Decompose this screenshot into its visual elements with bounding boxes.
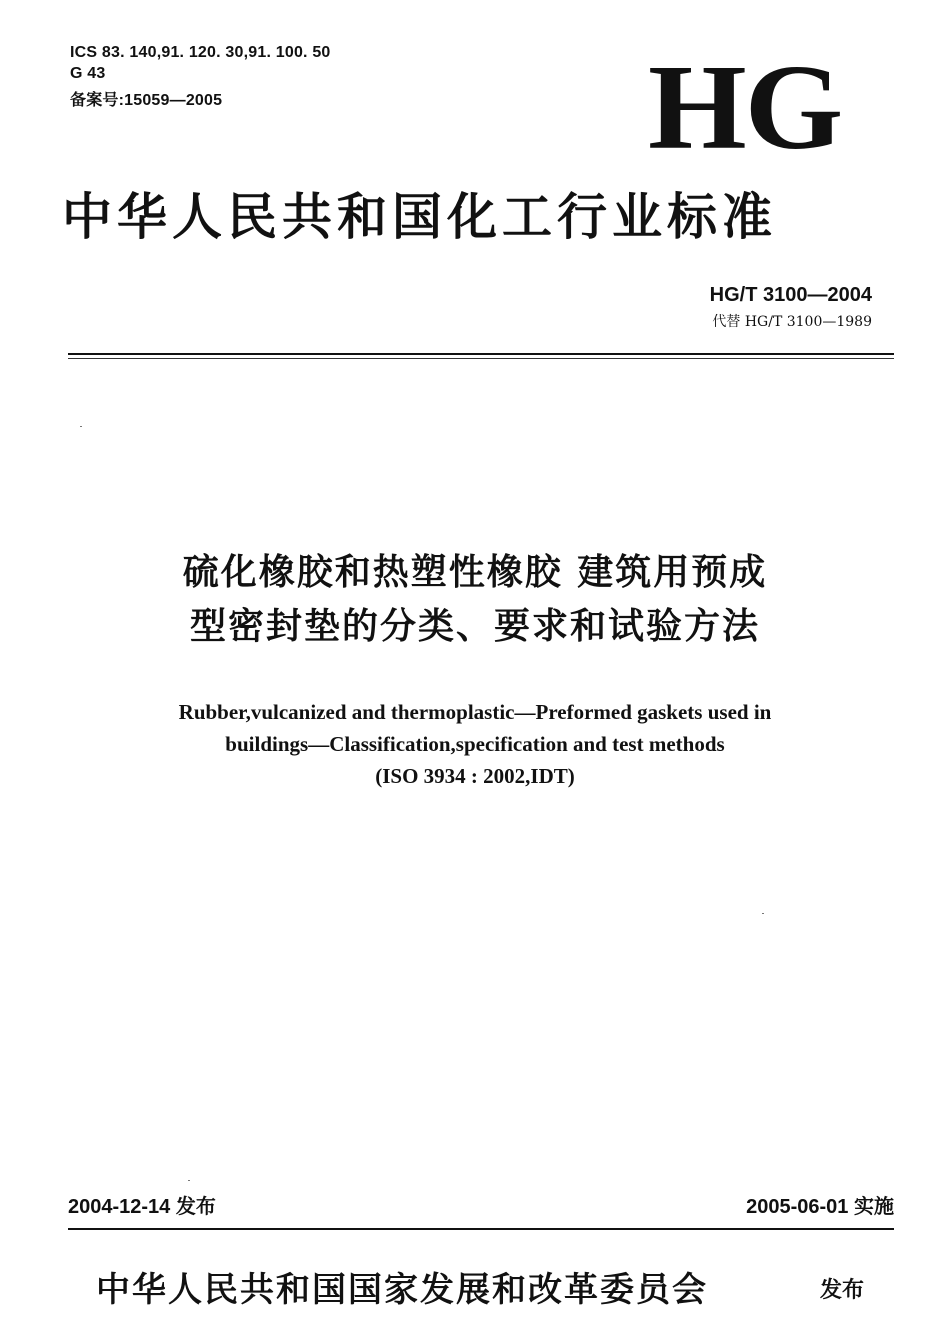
issue-date: 2004-12-14 发布 xyxy=(68,1196,216,1218)
implementation-date: 2005-06-01 实施 xyxy=(746,1196,894,1218)
title-english-line-1: Rubber,vulcanized and thermoplastic—Preformed gaskets used in xyxy=(178,700,772,724)
title-english-line-3: (ISO 3934 : 2002,IDT) xyxy=(375,764,575,788)
scan-speck xyxy=(188,1180,190,1181)
bottom-divider xyxy=(68,1228,894,1230)
classification-code: G 43 xyxy=(70,65,106,82)
top-divider-thin xyxy=(68,358,894,359)
scan-speck xyxy=(80,426,82,427)
top-divider xyxy=(68,353,894,355)
title-english-line-2: buildings—Classification,specification and test methods xyxy=(225,732,725,756)
title-chinese-line-1: 硫化橡胶和热塑性橡胶 建筑用预成 xyxy=(182,552,768,593)
hg-logo: HG xyxy=(648,40,842,175)
scan-speck xyxy=(762,913,764,914)
standard-number: HG/T 3100—2004 xyxy=(709,284,872,306)
replaces-standard: 代替 HG/T 3100—1989 xyxy=(712,314,872,330)
publisher-name: 中华人民共和国国家发展和改革委员会 xyxy=(96,1270,708,1310)
standard-category-heading: 中华人民共和国化工行业标准 xyxy=(62,187,777,246)
ics-code: ICS 83. 140,91. 120. 30,91. 100. 50 xyxy=(70,44,331,61)
title-chinese-line-2: 型密封垫的分类、要求和试验方法 xyxy=(189,606,760,647)
record-number: 备案号:15059—2005 xyxy=(70,92,223,109)
publish-label: 发布 xyxy=(820,1278,865,1303)
